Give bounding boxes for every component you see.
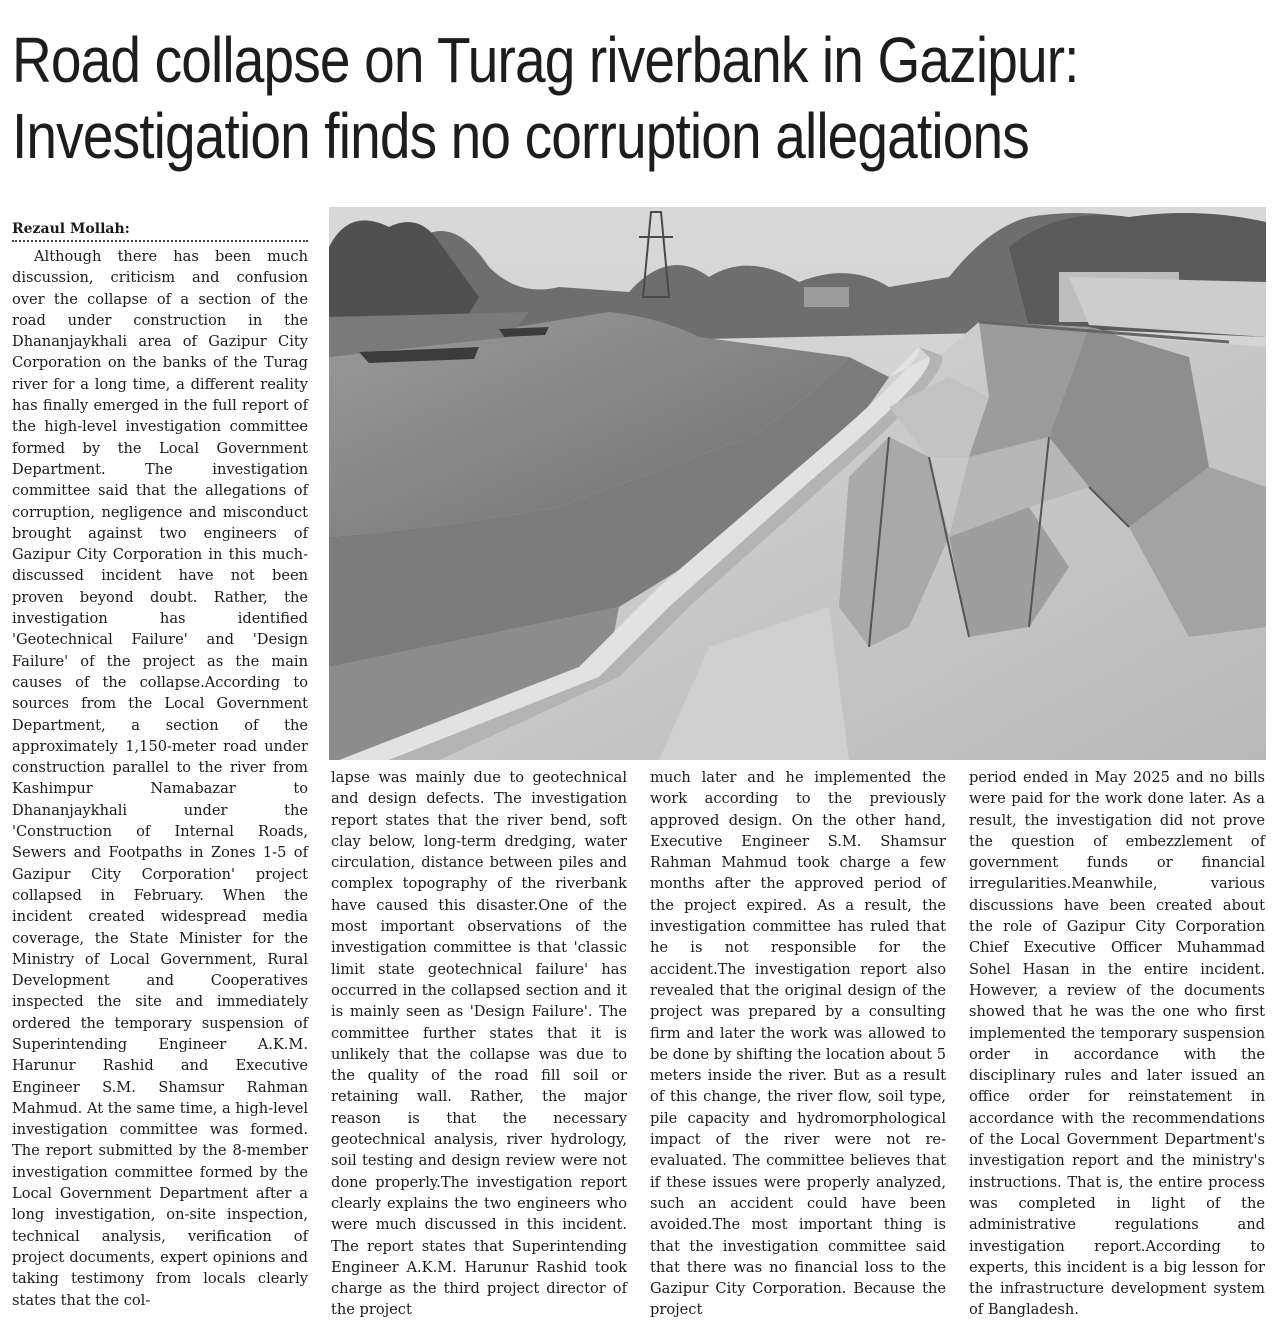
article-column-4: period ended in May 2025 and no bills were paid for the work done later. As a result, the investigation did not prove the question of embezzlement of government funds or financial irregularities.Meanwhile, various discussions have been created about the role of Gazipur City Corporation Chief Executive Officer Muhammad Sohel Hasan in the entire incident. However, a review of the documents showed that he was the one who first implemented the temporary suspension order in accordance with the disciplinary rules and later issued an office order for reinstatement in accordance with the recommendations of the Local Government Department's investigation report and the ministry's instructions. That is, the entire process was completed in light of the administrative regulations and investigation report.According to experts, this incident is a big lesson for the infrastructure development system of Bangladesh. <box>969 769 1265 1319</box>
collapsed-riverbank-road-photo-icon <box>329 207 1266 760</box>
byline: Rezaul Mollah: <box>12 220 308 242</box>
article-column-2: lapse was mainly due to geotechnical and design defects. The investigation report states that the river bend, soft clay below, long-term dredging, water circulation, distance between piles and complex topography of the riverbank have caused this disaster.One of the most important observations of the investigation committee is that 'classic limit state geotechnical failure' has occurred in the collapsed section and it is mainly seen as 'Design Failure'. The committee further states that it is unlikely that the collapse was due to the quality of the road fill soil or retaining wall. Rather, the major reason is that the necessary geotechnical analysis, river hydrology, soil testing and design review were not done properly.The investigation report clearly explains the two engineers who were much discussed in this incident. The report states that Superintending Engineer A.K.M. Harunur Rashid took charge as the third project director of the project <box>331 769 627 1319</box>
headline <box>12 22 1092 174</box>
article-column-1: Although there has been much discussion, criticism and confusion over the collapse of a section of the road under construction in the Dhananjaykhali area of Gazipur City Corporation on the banks of the Turag river for a long time, a different reality has finally emerged in the full report of the high-level investigation committee formed by the Local Government Department. The investigation committee said that the allegations of corruption, negligence and misconduct brought against two engineers of Gazipur City Corporation in this much-discussed incident have not been proven beyond doubt. Rather, the investigation has identified 'Geotechnical Failure' and 'Design Failure' of the project as the main causes of the collapse.According to sources from the Local Government Department, a section of the approximately 1,150-meter road under construction parallel to the river from Kashimpur Namabazar to Dhananjaykhali under the 'Construction of Internal Roads, Sewers and Footpaths in Zones 1-5 of Gazipur City Corporation' project collapsed in February. When the incident created widespread media coverage, the State Minister for the Ministry of Local Government, Rural Development and Cooperatives inspected the site and immediately ordered the temporary suspension of Superintending Engineer A.K.M. Harunur Rashid and Executive Engineer S.M. Shamsur Rahman Mahmud. At the same time, a high-level investigation committee was formed. The report submitted by the 8-member investigation committee formed by the Local Government Department after a long investigation, on-site inspection, technical analysis, verification of project documents, expert opinions and taking testimony from locals clearly states that the col- <box>12 248 308 1309</box>
headline-line-1: Road collapse on Turag riverbank in Gazipur: <box>12 24 1079 96</box>
headline-line-2: Investigation finds no corruption allegations <box>12 100 1029 172</box>
article-photo <box>329 207 1266 760</box>
article-column-3: much later and he implemented the work according to the previously approved design. On the other hand, Executive Engineer S.M. Shamsur Rahman Mahmud took charge a few months after the approved period of the project expired. As a result, the investigation committee has ruled that he is not responsible for the accident.The investigation report also revealed that the original design of the project was prepared by a consulting firm and later the work was allowed to be done by shifting the location about 5 meters inside the river. But as a result of this change, the river flow, soil type, pile capacity and hydromorphological impact of the river were not re-evaluated. The committee believes that if these issues were properly analyzed, such an accident could have been avoided.The most important thing is that the investigation committee said that there was no financial loss to the Gazipur City Corporation. Because the project <box>650 769 946 1319</box>
